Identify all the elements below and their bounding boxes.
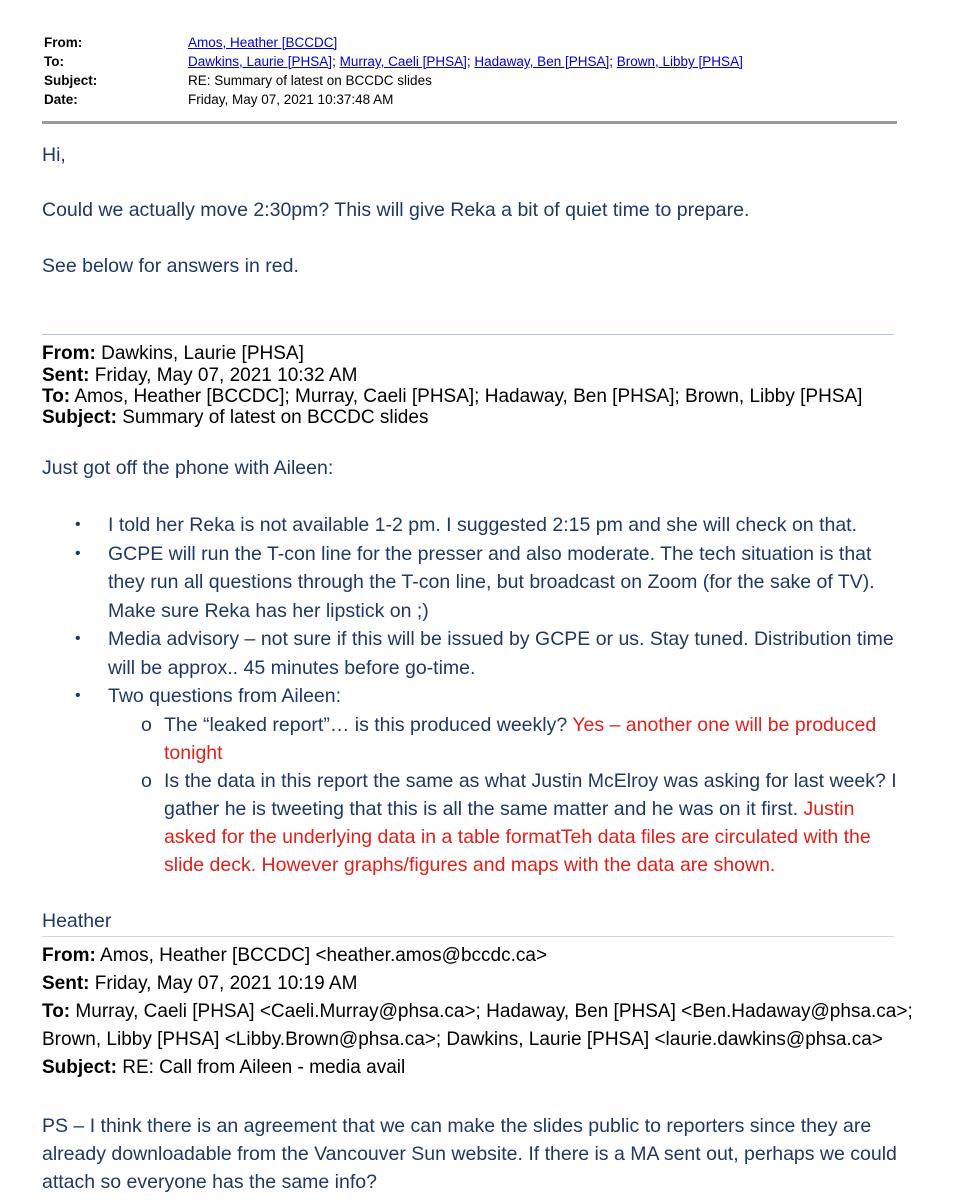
bullet-marker: •	[75, 516, 81, 533]
msg2-body: PS – I think there is an agreement that we can make the slides public to reporters since they are already downloadable from the Vancouver Sun website. If there is a MA sent out, perhaps we could attach so everyone has the same info?	[42, 1115, 897, 1193]
bullet-text: Two questions from Aileen:	[108, 685, 342, 707]
bullet-text: Media advisory – not sure if this will be issued by GCPE or us. Stay tuned. Distribution time will be approx.. 45 minutes before go-time.	[108, 628, 894, 679]
msg1-from	[42, 343, 304, 365]
msg2-from-value: Amos, Heather [BCCDC] <heather.amos@bccdc.ca>	[95, 945, 548, 966]
msg2-sent-value: Friday, May 07, 2021 10:19 AM	[89, 973, 358, 994]
msg1-sent-label: Sent:	[42, 365, 90, 386]
date-label: Date:	[44, 92, 78, 107]
bullet-text: I told her Reka is not available 1-2 pm. I suggested 2:15 pm and she will check on that.	[108, 514, 858, 536]
recipient-link[interactable]: Hadaway, Ben [PHSA]	[474, 54, 610, 69]
msg2-sent-label: Sent:	[42, 973, 90, 994]
reply-line-2: See below for answers in red.	[42, 255, 299, 277]
recipient-link[interactable]: Dawkins, Laurie [PHSA]	[188, 54, 333, 69]
question-text: Is the data in this report the same as what Justin McElroy was asking for last week? I gather he is tweeting that this is all the same matter and he was on it first.	[164, 769, 897, 820]
answer-text: Justin asked for the underlying data in a table formatTeh data files are circulated with the slide deck. However graphs/figures and maps with the data are shown.	[164, 797, 871, 876]
header-subject-row	[44, 71, 904, 90]
recipient-link[interactable]: Murray, Caeli [PHSA]	[339, 54, 467, 69]
msg1-subject-label: Subject:	[42, 407, 117, 428]
signature: Heather	[42, 910, 112, 932]
greeting: Hi,	[42, 144, 66, 166]
question-text: The “leaked report”… is this produced weekly?	[164, 713, 573, 736]
list-item	[42, 540, 902, 626]
header-from-row	[44, 33, 904, 52]
from-label: From:	[44, 35, 83, 50]
recipient-link[interactable]: Brown, Libby [PHSA]	[616, 54, 743, 69]
header-divider	[42, 121, 897, 124]
email-header	[44, 33, 904, 109]
from-link[interactable]: Amos, Heather [BCCDC]	[188, 35, 338, 50]
sub-list-item	[42, 767, 902, 879]
msg1-from-value: Dawkins, Laurie [PHSA]	[95, 343, 304, 364]
sub-list-item	[42, 711, 902, 767]
msg1-sent	[42, 365, 357, 387]
bullet-marker: •	[75, 544, 81, 562]
msg1-to-value: Amos, Heather [BCCDC]; Murray, Caeli [PHSA]; Hadaway, Ben [PHSA]; Brown, Libby [PHSA]	[70, 386, 863, 407]
message-divider	[42, 936, 894, 937]
bullet-list	[42, 511, 902, 879]
bullet-marker: •	[75, 630, 81, 647]
bullet-marker: •	[75, 687, 81, 704]
msg1-intro: Just got off the phone with Aileen:	[42, 457, 334, 479]
recipient-separator: ;	[466, 54, 471, 69]
date-value: Friday, May 07, 2021 10:37:48 AM	[188, 92, 394, 107]
msg2-to-cont: Brown, Libby [PHSA] <Libby.Brown@phsa.ca>; Dawkins, Laurie [PHSA] <laurie.dawkins@phsa.ca>	[42, 1029, 883, 1050]
msg1-to	[42, 386, 862, 408]
sub-bullet-list	[108, 711, 902, 879]
reply-line-1: Could we actually move 2:30pm? This will give Reka a bit of quiet time to prepare.	[42, 199, 750, 221]
msg1-from-label: From:	[42, 343, 96, 364]
list-item	[42, 511, 902, 540]
msg2-from-label: From:	[42, 945, 96, 966]
sub-bullet-marker: o	[141, 713, 152, 736]
msg1-sent-value: Friday, May 07, 2021 10:32 AM	[89, 365, 358, 386]
sub-bullet-marker: o	[141, 769, 152, 792]
list-item	[42, 625, 902, 682]
header-date-row	[44, 90, 904, 109]
recipient-separator: ;	[609, 54, 613, 69]
to-label: To:	[44, 54, 64, 69]
answer-text: Yes – another one will be produced tonight	[164, 713, 877, 764]
recipient-separator: ;	[332, 54, 336, 69]
msg2-subject	[42, 1057, 405, 1079]
message-divider	[42, 334, 894, 335]
msg1-subject-value: Summary of latest on BCCDC slides	[116, 407, 429, 428]
msg2-to	[42, 1001, 913, 1023]
msg1-to-label: To:	[42, 386, 71, 407]
msg2-subject-value: RE: Call from Aileen - media avail	[116, 1057, 406, 1078]
list-item	[42, 682, 902, 879]
msg2-subject-label: Subject:	[42, 1057, 117, 1078]
subject-label: Subject:	[44, 73, 98, 88]
header-to-row	[44, 52, 904, 71]
msg1-subject	[42, 407, 428, 429]
msg2-from	[42, 945, 547, 967]
msg2-to-label: To:	[42, 1001, 71, 1022]
msg2-sent	[42, 973, 357, 995]
bullet-text: GCPE will run the T-con line for the presser and also moderate. The tech situation is that they run all questions through the T-con line, but broadcast on Zoom (for the sake of TV). Make sure Reka has her lipstick on ;)	[108, 542, 875, 622]
subject-value: RE: Summary of latest on BCCDC slides	[188, 73, 432, 88]
msg2-to-value: Murray, Caeli [PHSA] <Caeli.Murray@phsa.ca>; Hadaway, Ben [PHSA] <Ben.Hadaway@phsa.ca>;	[70, 1001, 913, 1022]
